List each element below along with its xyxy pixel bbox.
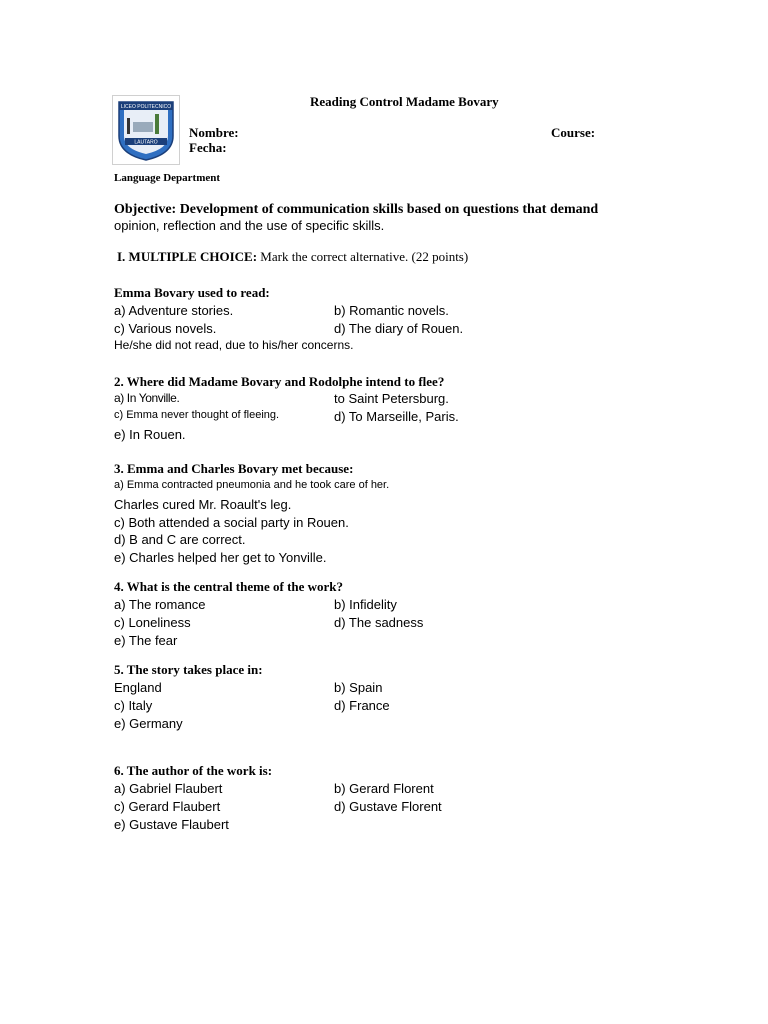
document-title: Reading Control Madame Bovary [310, 94, 499, 109]
q5-option-d: d) France [334, 698, 390, 713]
q6-option-d: d) Gustave Florent [334, 799, 442, 814]
q1-option-d: d) The diary of Rouen. [334, 321, 464, 336]
question-1: Emma Bovary used to read: [114, 285, 270, 300]
q6-option-a: a) Gabriel Flaubert [114, 781, 223, 796]
q2-option-b: to Saint Petersburg. [334, 391, 449, 406]
q1-option-a: a) Adventure stories. [114, 303, 234, 318]
school-logo [112, 95, 180, 165]
q5-option-a: England [114, 680, 162, 695]
q5-option-c: c) Italy [114, 698, 153, 713]
question-5: 5. The story takes place in: [114, 662, 263, 677]
q4-option-a: a) The romance [114, 597, 206, 612]
q2-option-a: a) In Yonville. [114, 391, 180, 405]
q3-option-e: e) Charles helped her get to Yonville. [114, 550, 327, 565]
q2-option-d: d) To Marseille, Paris. [334, 409, 459, 424]
q2-option-c: c) Emma never thought of fleeing. [114, 409, 280, 421]
department-label: Language Department [114, 172, 221, 184]
objective-rest: opinion, reflection and the use of specific skills. [114, 218, 385, 233]
question-6: 6. The author of the work is: [114, 763, 273, 778]
q3-option-b: Charles cured Mr. Roault's leg. [114, 497, 292, 512]
fecha-label: Fecha: [189, 140, 227, 155]
section-instruction: Mark the correct alternative. (22 points) [260, 249, 469, 264]
q4-option-c: c) Loneliness [114, 615, 191, 630]
section-heading [117, 249, 468, 265]
q3-option-c: c) Both attended a social party in Rouen. [114, 515, 349, 530]
q6-option-e: e) Gustave Flaubert [114, 817, 229, 832]
q6-option-c: c) Gerard Flaubert [114, 799, 221, 814]
logo-text-bottom: LAUTARO [134, 139, 158, 146]
logo-text-top: LICEO POLITECNICO [120, 104, 172, 110]
shield-icon [113, 96, 179, 164]
q1-option-e: He/she did not read, due to his/her concerns. [114, 338, 354, 352]
question-3: 3. Emma and Charles Bovary met because: [114, 461, 354, 476]
q4-option-b: b) Infidelity [334, 597, 397, 612]
q6-option-b: b) Gerard Florent [334, 781, 434, 796]
objective-bold: Objective: Development of communication skills based on questions that demand [114, 202, 599, 217]
q5-option-b: b) Spain [334, 680, 383, 695]
question-4: 4. What is the central theme of the work? [114, 579, 344, 594]
q4-option-e: e) The fear [114, 633, 178, 648]
q4-option-d: d) The sadness [334, 615, 424, 630]
question-2: 2. Where did Madame Bovary and Rodolphe intend to flee? [114, 374, 445, 389]
q5-option-e: e) Germany [114, 716, 183, 731]
q3-option-d: d) B and C are correct. [114, 532, 246, 547]
section-prefix: I. MULTIPLE CHOICE: [117, 249, 258, 264]
q1-option-b: b) Romantic novels. [334, 303, 449, 318]
nombre-label: Nombre: [189, 125, 239, 140]
course-label: Course: [551, 125, 596, 140]
q3-option-a: a) Emma contracted pneumonia and he took care of her. [114, 479, 390, 491]
q2-option-e: e) In Rouen. [114, 427, 186, 442]
q1-option-c: c) Various novels. [114, 321, 217, 336]
